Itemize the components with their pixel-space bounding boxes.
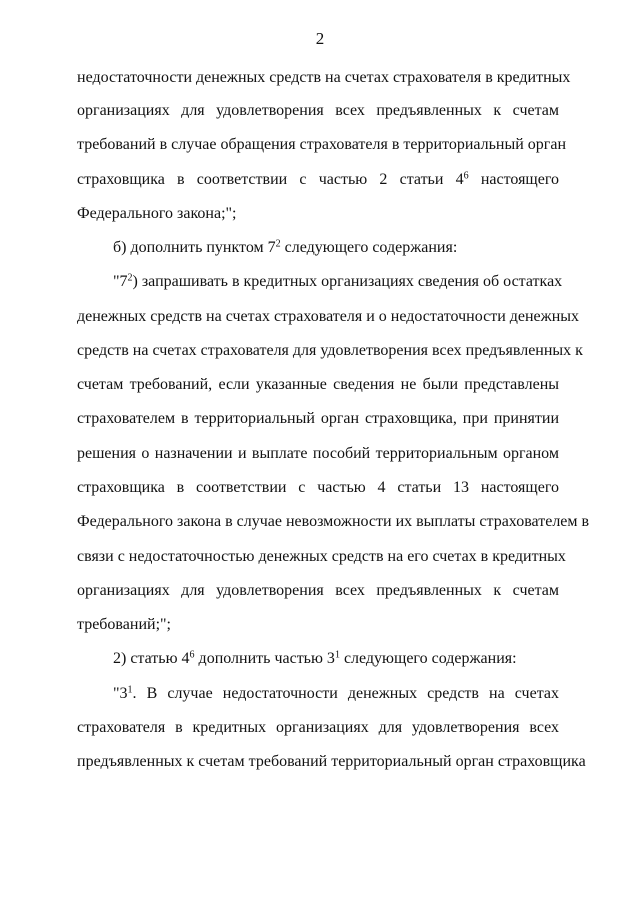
superscript: 6 — [189, 649, 195, 661]
superscript: 2 — [275, 238, 281, 250]
text-line: счетам требований, если указанные сведения не были представлены — [77, 376, 559, 393]
text-line: Федерального закона в случае невозможности их выплаты страхователем в — [77, 513, 590, 530]
text-line: организациях для удовлетворения всех предъявленных к счетам — [77, 582, 559, 599]
text-line: требований в случае обращения страхователя в территориальный орган — [77, 136, 567, 153]
text-line: денежных средств на счетах страхователя и о недостаточности денежных — [77, 308, 580, 325]
page-number: 2 — [315, 29, 325, 48]
text-span: дополнить частью 3 — [194, 650, 335, 667]
superscript: 1 — [334, 649, 340, 661]
text-span: "3 — [113, 685, 128, 702]
text-line: Федерального закона;"; — [77, 205, 237, 222]
text-line: страхователем в территориальный орган страховщика, при принятии — [77, 410, 559, 427]
text-span: 2) статью 4 — [113, 650, 190, 667]
text-span: страховщика в соответствии с частью 2 статьи 4 — [77, 171, 464, 188]
text-span: настоящего — [468, 171, 560, 188]
text-span: "7 — [113, 273, 128, 290]
text-line: решения о назначении и выплате пособий территориальным органом — [77, 445, 559, 462]
text-line: предъявленных к счетам требований территориальный орган страховщика — [77, 753, 586, 770]
text-line: страхователя в кредитных организациях для удовлетворения всех — [77, 719, 559, 736]
text-line: недостаточности денежных средств на счетах страхователя в кредитных — [77, 69, 571, 86]
superscript: 6 — [463, 170, 469, 182]
text-span: . В случае недостаточности денежных средств на счетах — [132, 685, 559, 702]
paragraph-start — [113, 649, 559, 669]
text-span: следующего содержания: — [280, 239, 458, 256]
text-line — [77, 170, 559, 190]
paragraph-start — [113, 684, 559, 704]
text-span: б) дополнить пунктом 7 — [113, 239, 276, 256]
text-line: требований;"; — [77, 616, 171, 633]
text-span: следующего содержания: — [339, 650, 517, 667]
text-line: организациях для удовлетворения всех предъявленных к счетам — [77, 102, 559, 119]
text-line: средств на счетах страхователя для удовлетворения всех предъявленных к — [77, 342, 583, 359]
paragraph-start — [113, 272, 563, 292]
superscript: 1 — [127, 684, 133, 696]
superscript: 2 — [127, 272, 133, 284]
paragraph-start — [113, 238, 559, 258]
text-span: ) запрашивать в кредитных организациях сведения об остатках — [132, 273, 563, 290]
text-line: связи с недостаточностью денежных средств на его счетах в кредитных — [77, 548, 566, 565]
text-line: страховщика в соответствии с частью 4 статьи 13 настоящего — [77, 479, 559, 496]
